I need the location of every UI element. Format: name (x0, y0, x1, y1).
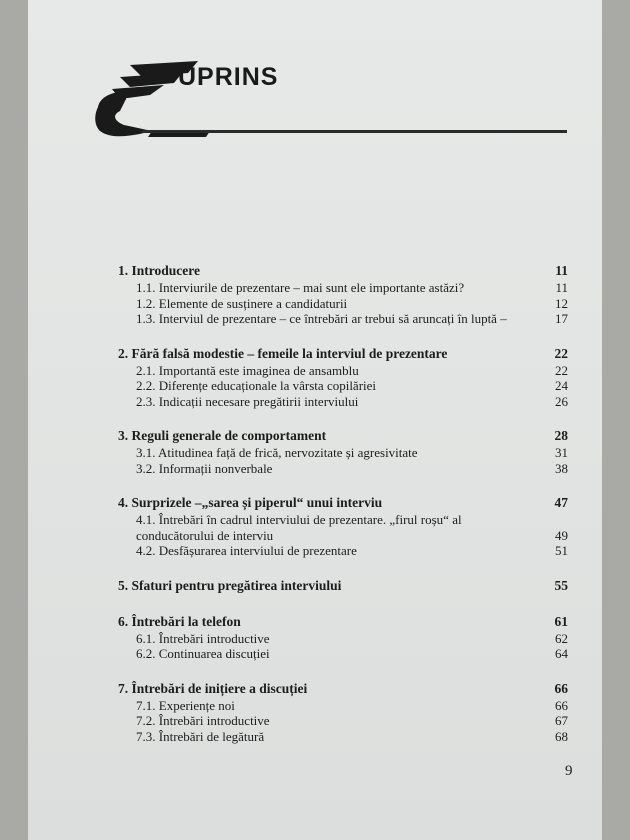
entry-page: 66 (555, 697, 568, 713)
chapter-page: 55 (554, 577, 568, 593)
entry-page: 12 (555, 295, 568, 311)
section-gap (118, 595, 568, 613)
entry-title: 2.1. Importantă este imaginea de ansamblu (136, 362, 359, 378)
chapter-title: 6. Întrebări la telefon (118, 613, 241, 629)
toc-chapter (118, 613, 568, 631)
section-gap (118, 662, 568, 680)
toc-entry (118, 729, 568, 745)
toc-entry (118, 631, 568, 647)
toc-entry (118, 461, 568, 477)
entry-title: 1.1. Interviurile de prezentare – mai sunt ele importante astăzi? (136, 280, 465, 295)
entry-title: 7.1. Experiențe noi (136, 697, 235, 713)
section-gap (118, 559, 568, 577)
toc-chapter (118, 345, 568, 363)
toc-chapter (118, 427, 568, 445)
entry-title: 7.2. Întrebări introductive (136, 713, 270, 728)
entry-title: 2.2. Diferențe educaționale la vârsta copilăriei (136, 378, 377, 393)
toc-chapter (118, 262, 568, 280)
toc-entry (118, 713, 568, 729)
chapter-title: 7. Întrebări de inițiere a discuției (118, 680, 308, 696)
chapter-title: 1. Introducere (118, 263, 200, 278)
chapter-title: 3. Reguli generale de comportament (118, 428, 327, 443)
chapter-page: 11 (555, 263, 568, 278)
entry-page: 67 (555, 713, 568, 728)
toc-entry (118, 698, 568, 714)
entry-title: 6.2. Continuarea discuției (136, 646, 270, 661)
entry-title: 7.3. Întrebări de legătură (136, 728, 265, 744)
entry-title: 1.3. Interviul de prezentare – ce întrebări ar trebui să aruncați în luptă – (136, 311, 507, 326)
entry-page: 31 (555, 445, 568, 460)
entry-page: 17 (555, 311, 568, 326)
entry-title: 4.2. Desfășurarea interviului de prezentare (136, 543, 357, 558)
toc-entry (118, 296, 568, 312)
entry-page: 26 (555, 393, 568, 409)
entry-page: 68 (555, 728, 568, 744)
toc-entry (118, 445, 568, 461)
header-rule (142, 130, 567, 133)
toc-chapter (118, 494, 568, 512)
book-page (28, 0, 602, 840)
chapter-page: 28 (554, 428, 568, 443)
toc-title: UPRINS (178, 63, 279, 91)
chapter-page: 66 (554, 680, 568, 696)
section-gap (118, 476, 568, 494)
chapter-page: 61 (554, 613, 568, 629)
chapter-title: 5. Sfaturi pentru pregătirea interviului (118, 577, 342, 593)
entry-title: 3.1. Atitudinea față de frică, nervozitate și agresivitate (136, 445, 418, 460)
toc-header (90, 55, 570, 155)
entry-page: 49 (555, 527, 568, 543)
entry-page: 62 (555, 630, 568, 646)
toc-chapter (118, 577, 568, 595)
entry-page: 64 (555, 646, 568, 661)
entry-page: 11 (555, 280, 568, 295)
entry-title: 2.3. Indicații necesare pregătirii interviului (136, 393, 359, 409)
entry-title: 6.1. Întrebări introductive (136, 630, 270, 646)
entry-page: 24 (555, 378, 568, 393)
toc-entry (118, 543, 568, 559)
page-number: 9 (565, 763, 573, 779)
toc-entry (118, 280, 568, 296)
toc-entry (118, 378, 568, 394)
chapter-page: 47 (554, 495, 568, 510)
entry-title: 1.2. Elemente de susținere a candidaturii (136, 295, 348, 311)
entry-title: 3.2. Informații nonverbale (136, 460, 273, 476)
toc-entry (118, 646, 568, 662)
chapter-page: 22 (554, 345, 568, 361)
chapter-title: 2. Fără falsă modestie – femeile la interviul de prezentare (118, 345, 448, 361)
section-gap (118, 409, 568, 427)
section-gap (118, 327, 568, 345)
entry-title: 4.1. Întrebări în cadrul interviului de prezentare. „firul roșu“ al conducătorului de interviu (136, 512, 462, 543)
toc-entry (118, 512, 568, 543)
toc-entry (118, 311, 568, 327)
entry-page: 51 (555, 543, 568, 558)
toc-entry (118, 363, 568, 379)
chapter-title: 4. Surprizele –„sarea și piperul“ unui interviu (118, 495, 383, 510)
entry-page: 38 (555, 460, 568, 476)
table-of-contents (118, 262, 568, 744)
entry-page: 22 (555, 362, 568, 378)
toc-entry (118, 394, 568, 410)
toc-chapter (118, 680, 568, 698)
